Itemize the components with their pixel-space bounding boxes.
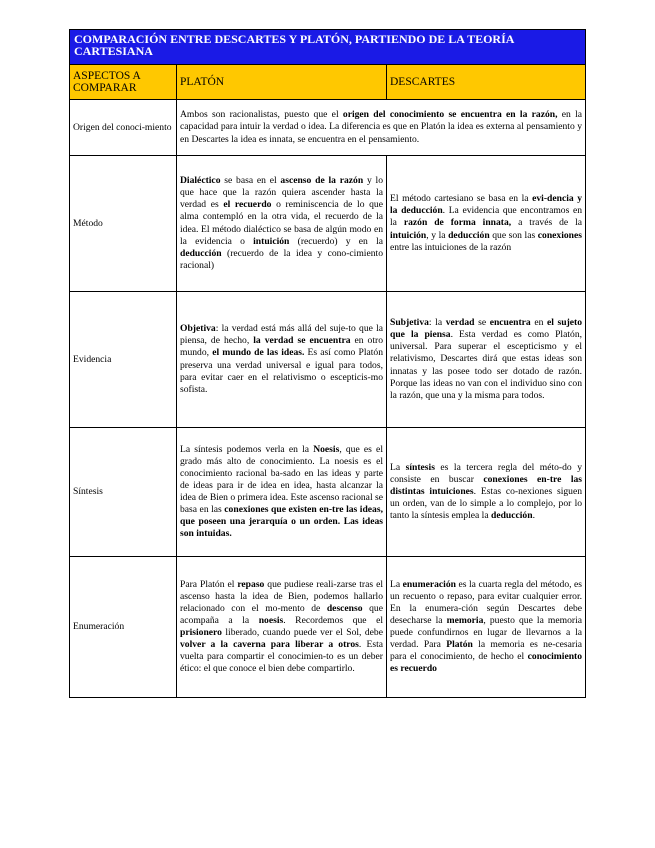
- bold-text: deducción: [180, 247, 222, 259]
- text-run: que pudiese reali-zarse tras el ascenso hasta la idea de Bien, podemos hallarlo relacionado con el mo-mento de: [180, 578, 383, 614]
- bold-text: el recuerdo: [223, 199, 272, 211]
- text-run: o reminiscencia de lo que alma contempló en la otra vida, el recuerdo de la idea. El método dialéctico se basa de algún modo en la evidencia o: [180, 199, 383, 247]
- comparison-table: [69, 29, 586, 698]
- text-run: , puesto que la memoria puede confundirnos en lugar de llevarnos a la verdad. Para: [390, 614, 583, 651]
- header-aspects: ASPECTOS A COMPARAR: [70, 65, 177, 100]
- text-run: (recuerdo) y en la: [289, 235, 383, 247]
- cell-evidencia-plato: [177, 292, 387, 428]
- bold-text: Dialéctico: [180, 175, 221, 187]
- text-run: La síntesis podemos verla en la: [180, 443, 314, 455]
- cell-enumeracion-plato: [177, 557, 387, 698]
- text-run: la memoria es ne-cesaria para el conocimiento, de hecho el: [390, 639, 583, 663]
- cell-sintesis-descartes: [387, 428, 586, 557]
- cell-metodo-plato: [177, 156, 387, 292]
- bold-text: conexiones: [537, 229, 583, 241]
- text-run: en: [530, 317, 547, 329]
- bold-text: repaso: [237, 578, 265, 590]
- text-run: La: [390, 578, 403, 590]
- bold-text: volver a la caverna para liberar a otros: [180, 639, 359, 651]
- text-run: , que es el grado más alto de conocimiento. La noesis es el conocimiento racional ba-sado en las ideas y parte de ideas para ir de idea en idea, hasta alcanzar la idea de Bien o primera idea. Este ascenso racional se basa en las: [180, 443, 383, 516]
- bold-text: síntesis: [405, 461, 435, 473]
- table-row: [70, 428, 586, 557]
- table-row: [70, 557, 586, 698]
- bold-text: Objetiva: [180, 323, 216, 335]
- header-plato: PLATÓN: [177, 65, 387, 100]
- table-row: [70, 292, 586, 428]
- text-run: que son las: [489, 229, 538, 241]
- text-run: es la cuarta regla del método, es un recuento o repaso, para evitar cualquier error. En la enumera-ción según Descartes debe desecharse la: [390, 578, 583, 626]
- bold-text: memoria: [446, 614, 484, 626]
- text-run: .: [532, 510, 535, 522]
- text-run: Ambos son racionalistas, puesto que el: [180, 109, 343, 121]
- text-run: . Esta verdad es como Platón, universal. Para superar el escepticismo y el relativismo, Descartes dirá que estas ideas son innatas y las posee todo ser dotado de razón. Porque las ideas no van con el individuo sino con la razón, que una y la misma para todos.: [390, 329, 583, 401]
- text-run: y lo que hace que la razón quiera ascender hasta la verdad es: [180, 175, 383, 211]
- text-run: Es así como Platón preserva una verdad universal e igual para todos, para evitar caer en el relativismo o escepticis-mo sofista.: [180, 347, 384, 395]
- aspect-metodo: Método: [70, 156, 177, 292]
- text-run: La: [390, 461, 406, 473]
- bold-text: prisionero: [180, 627, 222, 638]
- bold-text: el mundo de las ideas.: [212, 347, 305, 359]
- bold-text: verdad: [445, 317, 475, 329]
- bold-text: enumeración: [402, 578, 456, 590]
- cell-enumeracion-descartes: [387, 557, 586, 698]
- text-run: (recuerdo de la idea y cono-cimiento racional): [180, 247, 383, 271]
- aspect-evidencia: Evidencia: [70, 292, 177, 428]
- bold-text: descenso: [326, 602, 363, 614]
- aspect-origen: Origen del conoci-miento: [70, 100, 177, 156]
- text-run: en la capacidad para intuir la verdad o idea. La diferencia es que en Platón la idea es externa al pensamiento y en Descartes la idea es innata, se encuentra en el pensamiento.: [180, 109, 583, 145]
- text-run: Para Platón el: [180, 578, 238, 590]
- aspect-enumeracion: Enumeración: [70, 557, 177, 698]
- cell-evidencia-descartes: [387, 292, 586, 428]
- table-title: COMPARACIÓN ENTRE DESCARTES Y PLATÓN, PARTIENDO DE LA TEORÍA CARTESIANA: [70, 30, 586, 65]
- bold-text: conexiones que existen en-tre las ideas, que poseen una jerarquía o un orden. Las ideas son intuidas.: [180, 504, 383, 540]
- text-run: que acompaña a la: [180, 602, 383, 626]
- table-row: [70, 100, 586, 156]
- bold-text: evi-dencia y la deducción: [390, 193, 583, 217]
- bold-text: deducción: [448, 229, 490, 241]
- text-run: se basa en el: [220, 175, 281, 187]
- text-run: se: [474, 317, 490, 329]
- cell-origen-shared: [177, 100, 586, 156]
- bold-text: intuición: [253, 235, 290, 247]
- bold-text: el sujeto que la piensa: [390, 317, 583, 341]
- text-run: liberado, cuando puede ver el Sol, debe: [221, 627, 383, 638]
- table-row: [70, 156, 586, 292]
- cell-metodo-descartes: [387, 156, 586, 292]
- bold-text: conexiones en-tre las distintas intuiciones: [390, 473, 583, 497]
- bold-text: ascenso de la razón: [280, 175, 364, 187]
- text-run: en otro mundo,: [180, 335, 383, 359]
- text-run: : la verdad está más allá del suje-to que la piensa, de hecho,: [180, 323, 383, 347]
- bold-text: Subjetiva: [390, 317, 429, 329]
- text-run: . Estas co-nexiones siguen un orden, van de lo simple a lo complejo, por lo tanto la síntesis emplea la: [390, 485, 583, 522]
- text-run: , y la: [426, 229, 449, 241]
- text-run: . Recordemos que el: [283, 614, 383, 626]
- text-run: El método cartesiano se basa en la: [390, 193, 533, 205]
- bold-text: razón de forma innata,: [403, 217, 512, 229]
- bold-text: la verdad se encuentra: [253, 335, 351, 347]
- bold-text: noesis: [258, 614, 284, 626]
- bold-text: Platón: [446, 639, 473, 651]
- bold-text: intuición: [390, 229, 427, 241]
- bold-text: encuentra: [489, 317, 531, 329]
- bold-text: conocimiento es recuerdo: [390, 651, 583, 675]
- aspect-sintesis: Síntesis: [70, 428, 177, 557]
- header-descartes: DESCARTES: [387, 65, 586, 100]
- bold-text: origen del conocimiento se encuentra en la razón,: [342, 109, 558, 121]
- text-run: . La evidencia que encontramos en la: [390, 205, 583, 229]
- bold-text: deducción: [490, 510, 533, 522]
- bold-text: Noesis: [313, 443, 340, 455]
- text-run: : la: [428, 317, 446, 329]
- cell-sintesis-plato: [177, 428, 387, 557]
- text-run: . Esta vuelta para compartir el conocimien-to es un deber ético: el que conoce el bien debe compartirlo.: [180, 639, 383, 675]
- text-run: es la tercera regla del méto-do y consiste en buscar: [390, 461, 583, 485]
- text-run: a través de la: [511, 217, 583, 229]
- text-run: entre las intuiciones de la razón: [390, 241, 512, 253]
